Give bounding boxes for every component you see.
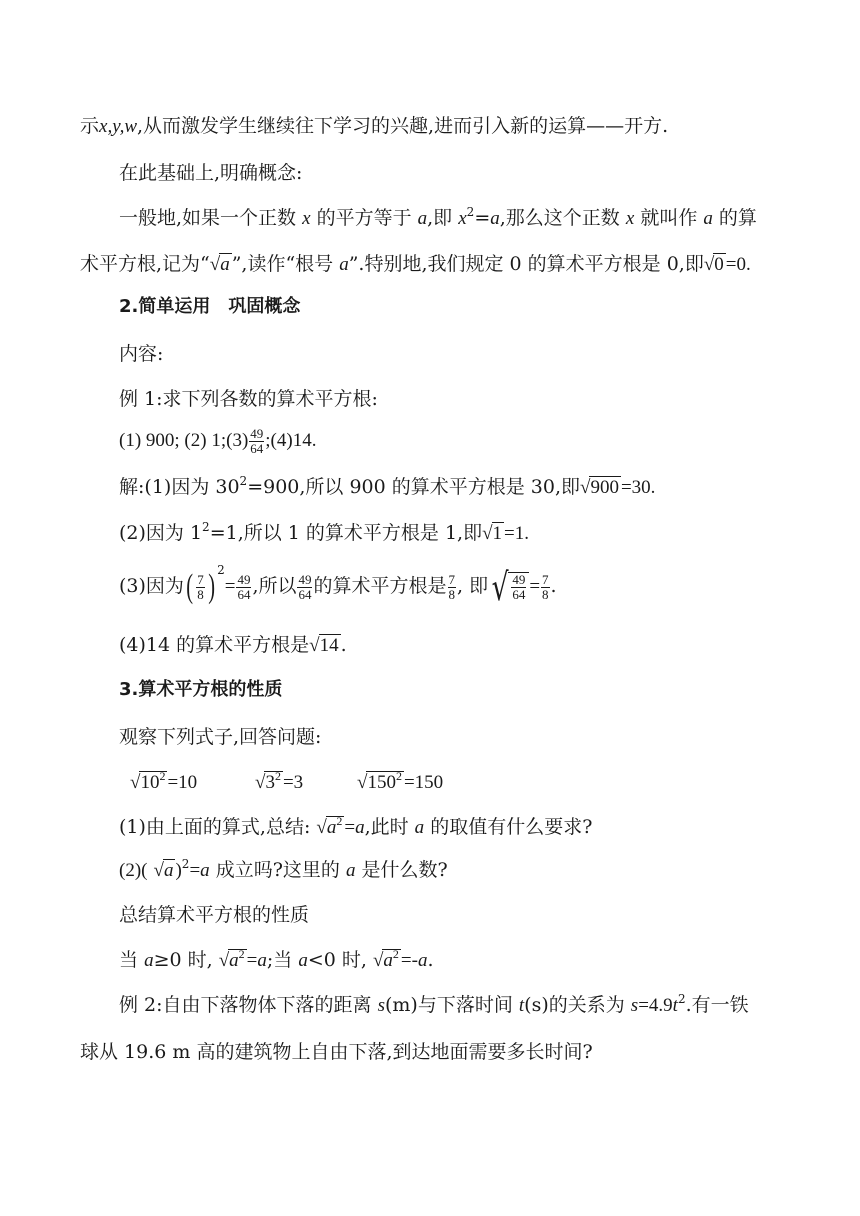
solution-line: (3)因为( $\frac{7}{8}$ ) $^2$= $\frac{49}{64}$ ,所以 $\frac{49}{64}$ 的算术平方根是 $\frac{7}{8}$ , 即√ $\frac{49}{64}$ = $\frac{7}{8}$ . (119, 563, 557, 609)
paragraph-line: 总结算术平方根的性质 (119, 904, 310, 926)
equation-row: $√3^2 =3$ (255, 769, 304, 793)
fraction: $\frac{49}{64}$ (237, 571, 251, 602)
question-line: (2)( √a )$^2$=a 成立吗?这里的 a 是什么数? (119, 857, 448, 881)
solution-line: (2)因为 $1^2=1$,所以 1 的算术平方根是 1,即√1 =1. (119, 520, 529, 544)
fraction: $\frac{7}{8}$ (448, 571, 455, 602)
sqrt-expression: √a (153, 860, 174, 881)
paragraph-line: 观察下列式子,回答问题: (119, 726, 322, 748)
example-items: (1) 900; (2) 1;(3) $\frac{49}{64}$ ;(4)14. (119, 426, 317, 456)
sqrt-expression: √1 (482, 523, 503, 544)
solution-line: 解:(1)因为 $30^2=900$,所以 900 的算术平方根是 30,即√900 =30. (119, 474, 656, 498)
example-line: 例 2:自由下落物体下落的距离 s(m)与下落时间 t(s)的关系为 $s=4.9t^2$.有一铁 (119, 992, 749, 1016)
sqrt-expression: $√a^2$ (218, 947, 245, 971)
sqrt-expression: $√a^2$ (372, 947, 399, 971)
fraction: $\frac{7}{8}$ (197, 571, 204, 602)
section-heading: 3.算术平方根的性质 (119, 679, 283, 700)
sqrt-expression: $√150^2$ (357, 769, 402, 793)
sqrt-expression: √14 (309, 635, 339, 656)
example-title: 例 1:求下列各数的算术平方根: (119, 388, 378, 410)
fraction: $\frac{7}{8}$ (542, 571, 549, 602)
sqrt-expression: √a (209, 254, 230, 275)
sqrt-expression: √900 (580, 477, 619, 498)
definition-line: 一般地,如果一个正数 x 的平方等于 a,即 $x^2=a$,那么这个正数 x 就叫作 a 的算 (119, 205, 757, 229)
text: 示 (80, 115, 100, 137)
question-line: (1)由上面的算式,总结: $√a^2 =a$,此时 a 的取值有什么要求? (119, 814, 593, 838)
section-heading: 2.简单运用 巩固概念 (119, 296, 301, 317)
sqrt-expression: $√3^2$ (255, 769, 281, 793)
paragraph-line (80, 117, 668, 136)
solution-line: (4)14 的算术平方根是√14 . (119, 634, 347, 656)
text: ,从而激发学生继续往下学习的兴趣,进而引入新的运算——开方. (137, 115, 669, 137)
sqrt-expression: $√a^2$ (316, 814, 343, 838)
equation-row: $√150^2 =150$ (357, 769, 444, 793)
fraction: $\frac{49}{64}$ (298, 571, 312, 602)
example-line: 球从 19.6 m 高的建筑物上自由下落,到达地面需要多长时间? (80, 1041, 593, 1063)
fraction: $\frac{49}{64}$ (250, 426, 264, 456)
equation-row: $√10^2 =10$ (130, 769, 198, 793)
sqrt-expression: $√10^2$ (130, 769, 166, 793)
definition-line: 术平方根,记为“√a ”,读作“根号 a”.特别地,我们规定 0 的算术平方根是 0,即√0 =0. (80, 253, 751, 275)
property-line: 当 a≥0 时, $√a^2 =a$;当 a<0 时, $√a^2 =-a$. (119, 947, 434, 971)
sqrt-expression: √ $\frac{49}{64}$ (488, 568, 529, 606)
variables: x,y,w (99, 116, 138, 137)
paragraph-line: 在此基础上,明确概念: (119, 162, 303, 184)
sqrt-expression: √0 (703, 254, 724, 275)
content-label: 内容: (119, 343, 164, 365)
